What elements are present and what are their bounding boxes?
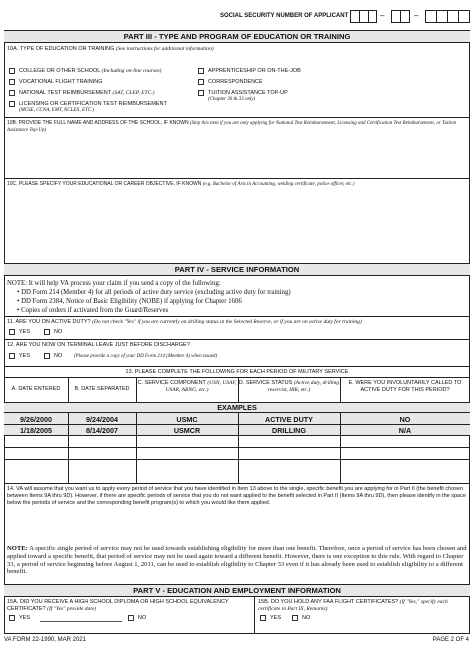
q15b-label: 15B. DO YOU HOLD ANY FAA FLIGHT CERTIFICATES? (If "Yes," specify each certificate in Part IX, Remarks)	[258, 599, 448, 612]
service-docs-note: NOTE: It will help VA process your claim if you send a copy of the following: • DD Form 214 (Member 4) for all periods of active duty service (excluding active duty for training) • DD Form 2384, Notice of Basic Eligibility (NOBE) if applying for Chapter 1606 • Copies of orders if activated from the Guard/Reserves	[7, 280, 291, 314]
examples-label: EXAMPLES	[4, 402, 470, 413]
correspondence-label: CORRESPONDENCE	[208, 79, 263, 85]
vocational-label: VOCATIONAL FLIGHT TRAINING	[19, 79, 103, 85]
terminal-leave-no-checkbox[interactable]	[44, 353, 50, 359]
frame-left	[4, 30, 5, 633]
part-3-title: PART III - TYPE AND PROGRAM OF EDUCATION OR TRAINING	[4, 30, 470, 43]
q14-text: 14. VA will assume that you want us to apply every period of service that you have identified in Item 13 above to the single, specific benefit you are applying for in Part II (the benefit chosen between Items 9A thru 9D). However, if there are specific periods of service that you do not want applied to the benefit selected in Part II (Items 9A thru 9D), then please identify in the space below the periods of service and the corresponding benefit program(s) to which you would like them applied.	[7, 486, 466, 506]
faa-no-label: NO	[302, 615, 311, 621]
col-service-component: C. SERVICE COMPONENT (USN, USAF, USAR, ARNG, etc.)	[137, 380, 237, 393]
ssn-dash-2: –	[414, 11, 419, 20]
active-duty-no-checkbox[interactable]	[44, 329, 50, 335]
col-date-separated: B. DATE SEPARATED	[74, 386, 130, 392]
diploma-no-checkbox[interactable]	[128, 615, 134, 621]
q15a-label: 15A. DID YOU RECEIVE A HIGH SCHOOL DIPLOMA OR HIGH SCHOOL EQUIVALENCY CERTIFICATE? (If "Yes" provide date)	[7, 599, 229, 612]
faa-yes-checkbox[interactable]	[260, 615, 266, 621]
example-cell: N/A	[398, 426, 412, 435]
q11-label: 11. ARE YOU ON ACTIVE DUTY? (Do not check "Yes" if you are currently on drilling status in the Selected Reserve, or if you are on active duty for training)	[7, 319, 362, 325]
part-5-title: PART V - EDUCATION AND EMPLOYMENT INFORMATION	[4, 584, 470, 597]
apprentice-checkbox[interactable]	[198, 68, 204, 74]
example-cell: 1/18/2005	[20, 426, 52, 435]
active-duty-no-label: NO	[54, 329, 63, 335]
example-cell: USMCR	[173, 426, 201, 435]
example-cell: 9/24/2004	[86, 415, 118, 424]
example-cell: ACTIVE DUTY	[265, 415, 313, 424]
diploma-yes-label: YES	[19, 615, 31, 621]
diploma-yes-checkbox[interactable]	[9, 615, 15, 621]
example-cell: NO	[399, 415, 411, 424]
active-duty-yes-checkbox[interactable]	[9, 329, 15, 335]
diploma-date-field[interactable]	[40, 621, 122, 622]
school-name-address-field[interactable]	[7, 136, 467, 176]
page-number: PAGE 2 OF 4	[432, 637, 469, 643]
tuition-note: (Chapter 30 & 33 only)	[208, 97, 256, 102]
college-label: COLLEGE OR OTHER SCHOOL (Including on-line courses)	[19, 68, 162, 74]
faa-no-checkbox[interactable]	[292, 615, 298, 621]
form-number: VA FORM 22-1990, MAR 2021	[4, 637, 86, 643]
col-service-status: D. SERVICE STATUS (Active duty, drilling reservist, IRR, etc.)	[238, 380, 340, 393]
frame-right	[469, 30, 470, 633]
example-cell: USMC	[176, 415, 198, 424]
col-date-entered: A. DATE ENTERED	[11, 386, 61, 392]
terminal-leave-yes-label: YES	[19, 353, 31, 359]
example-cell: DRILLING	[272, 426, 306, 435]
q13-label: 13. PLEASE COMPLETE THE FOLLOWING FOR EACH PERIOD OF MILITARY SERVICE	[125, 369, 349, 375]
national-test-label: NATIONAL TEST REIMBURSEMENT (SAT, CLEP, ETC.)	[19, 90, 155, 96]
licensing-label: LICENSING OR CERTIFICATION TEST REIMBURSEMENT	[19, 101, 167, 107]
ssn-dash-1: –	[380, 11, 385, 20]
q10c-label: 10C. PLEASE SPECIFY YOUR EDUCATIONAL OR CAREER OBJECTIVE, IF KNOWN (e.g. Bachelor of Arts in Accounting, welding certificate, police officer, etc.)	[7, 181, 355, 187]
faa-yes-label: YES	[270, 615, 282, 621]
college-checkbox[interactable]	[9, 68, 15, 74]
q12-note: (Please provide a copy of your DD Form 214 (Member 4) when issued)	[74, 354, 218, 359]
example-cell: 8/14/2007	[86, 426, 118, 435]
service-allocation-field[interactable]	[7, 510, 467, 545]
vocational-checkbox[interactable]	[9, 79, 15, 85]
educational-objective-field[interactable]	[7, 190, 467, 260]
licensing-note: (MCSE, CCNA, EMT, NCLEX, ETC.)	[19, 108, 95, 113]
q12-label: 12. ARE YOU NOW ON TERMINAL LEAVE JUST BEFORE DISCHARGE?	[7, 342, 190, 348]
note-bullet: • DD Form 2384, Notice of Basic Eligibility (NOBE) if applying for Chapter 1606	[17, 298, 242, 305]
tuition-label: TUITION ASSISTANCE TOP-UP	[208, 90, 288, 96]
q10b-label: 10B. PROVIDE THE FULL NAME AND ADDRESS OF THE SCHOOL, IF KNOWN (Skip this item if you are only applying for National Test Reimbursement, Licensing and Certification Test Reimbursement, or Tuition Assistance Top-Up)	[7, 120, 457, 133]
example-cell: 9/26/2000	[20, 415, 52, 424]
note-bullet: • DD Form 214 (Member 4) for all periods of active duty service (excluding active duty for training)	[17, 289, 291, 296]
diploma-no-label: NO	[138, 615, 147, 621]
ssn-label: SOCIAL SECURITY NUMBER OF APPLICANT	[220, 13, 349, 19]
note-single-period: NOTE: A specific single period of service may not be used towards establishing eligibility for more than one benefit. Therefore, once a period of service has been chosen and applied toward a specific benefit, that period of service may not be used again toward a different benefit. However, there is one exception to this rule. With regard to Chapter 33, a period of service beginning before August 1, 2011, can be used to establish eligibility to Chapter 33 even if it has already been used to establish eligibility to a different benefit.	[7, 545, 467, 576]
ssn-field-1[interactable]	[350, 10, 377, 23]
tuition-checkbox[interactable]	[198, 90, 204, 96]
note-bullet: • Copies of orders if activated from the Guard/Reserves	[17, 307, 169, 314]
col-involuntary-call: E. WERE YOU INVOLUNTARILY CALLED TO ACTIVE DUTY FOR THIS PERIOD?	[348, 380, 462, 393]
terminal-leave-yes-checkbox[interactable]	[9, 353, 15, 359]
licensing-checkbox[interactable]	[9, 101, 15, 107]
active-duty-yes-label: YES	[19, 329, 31, 335]
terminal-leave-no-label: NO	[54, 353, 63, 359]
q10a-label: 10A. TYPE OF EDUCATION OR TRAINING (See instructions for additional information)	[7, 46, 214, 52]
national-test-checkbox[interactable]	[9, 90, 15, 96]
apprentice-label: APPRENTICESHIP OR ON-THE-JOB	[208, 68, 301, 74]
service-period-entry-rows[interactable]	[5, 436, 469, 483]
correspondence-checkbox[interactable]	[198, 79, 204, 85]
part-4-title: PART IV - SERVICE INFORMATION	[4, 263, 470, 276]
